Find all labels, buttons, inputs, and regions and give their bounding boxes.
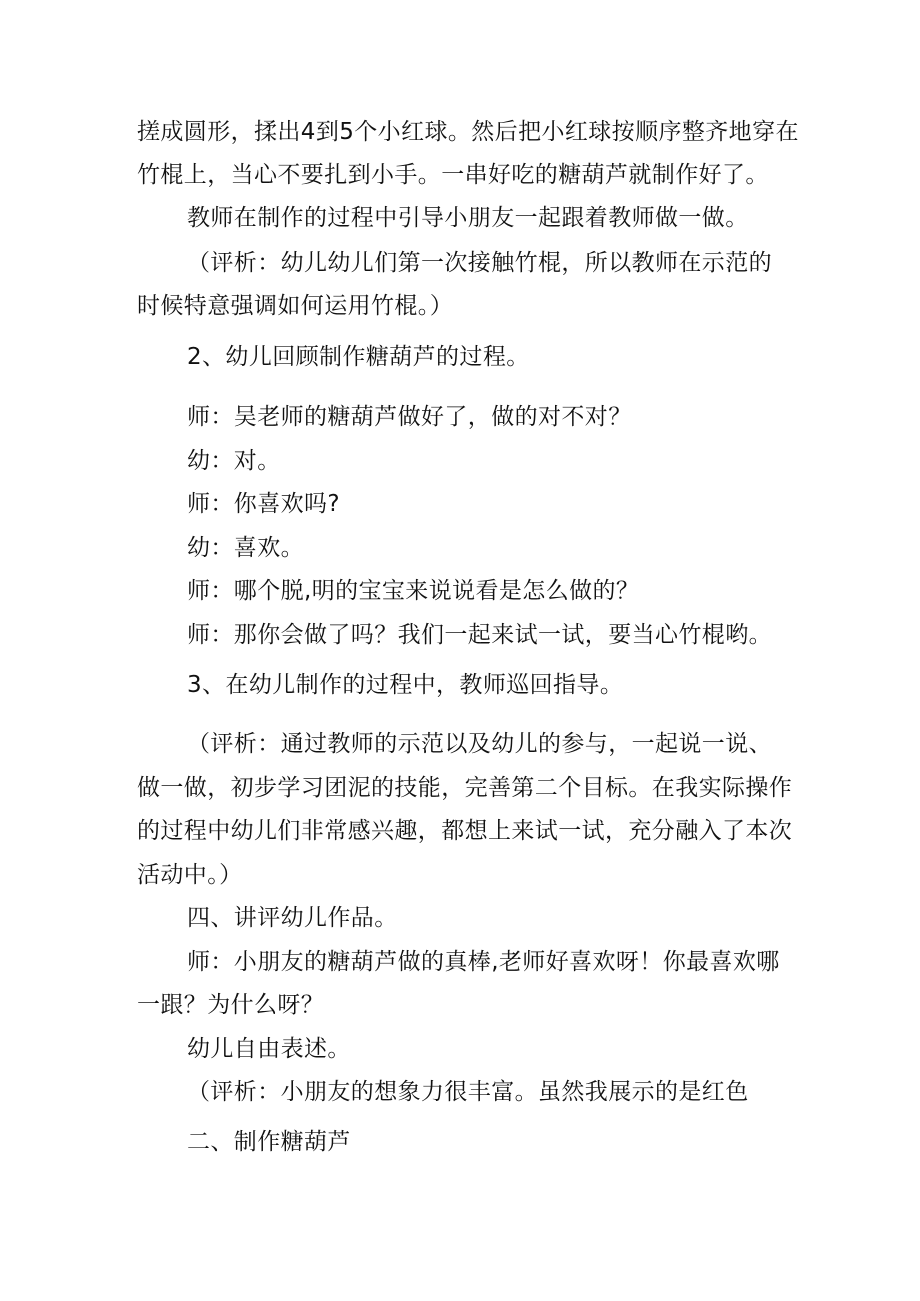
dialogue-line: 师：那你会做了吗？我们一起来试一试，要当心竹棍哟。: [187, 622, 772, 648]
paragraph-line: 活动中。）: [137, 862, 243, 888]
dialogue-line: 师：吴老师的糖葫芦做好了，做的对不对？: [187, 404, 632, 430]
section-heading: 2、幼儿回顾制作糖葫芦的过程。: [187, 344, 530, 370]
paragraph-line: （评析：小朋友的想象力很丰富。虽然我展示的是红色: [187, 1079, 749, 1105]
paragraph-line: 的过程中幼儿们非常感兴趣，都想上来试一试，充分融入了本次: [137, 818, 793, 844]
section-heading: 二、制作糖葫芦: [187, 1129, 351, 1155]
paragraph-line: 教师在制作的过程中引导小朋友一起跟着教师做一做。: [187, 205, 749, 231]
paragraph-line: 搓成圆形，揉出4到5个小红球。然后把小红球按顺序整齐地穿在: [137, 119, 799, 145]
paragraph-line: 时候特意强调如何运用竹棍。）: [137, 293, 454, 319]
paragraph-line: （评析：幼儿幼儿们第一次接触竹棍，所以教师在示范的: [187, 250, 772, 276]
dialogue-line: 师：小朋友的糖葫芦做的真棒,老师好喜欢呀！你最喜欢哪: [187, 949, 780, 975]
dialogue-line: 师：哪个脱,明的宝宝来说说看是怎么做的？: [187, 578, 640, 604]
dialogue-line: 幼：喜欢。: [187, 535, 304, 561]
paragraph-line: 做一做，初步学习团泥的技能，完善第二个目标。在我实际操作: [137, 775, 793, 801]
dialogue-line: 幼：对。: [187, 448, 281, 474]
dialogue-line: 师：你喜欢吗?: [187, 491, 341, 517]
paragraph-line: （评析：通过教师的示范以及幼儿的参与，一起说一说、: [187, 731, 772, 757]
paragraph-line: 竹棍上，当心不要扎到小手。一串好吃的糖葫芦就制作好了。: [137, 162, 769, 188]
section-heading: 四、讲评幼儿作品。: [187, 905, 398, 931]
paragraph-line: 幼儿自由表述。: [187, 1036, 351, 1062]
dialogue-line: 一跟？为什么呀？: [137, 992, 325, 1018]
section-heading: 3、在幼儿制作的过程中，教师巡回指导。: [187, 672, 624, 698]
